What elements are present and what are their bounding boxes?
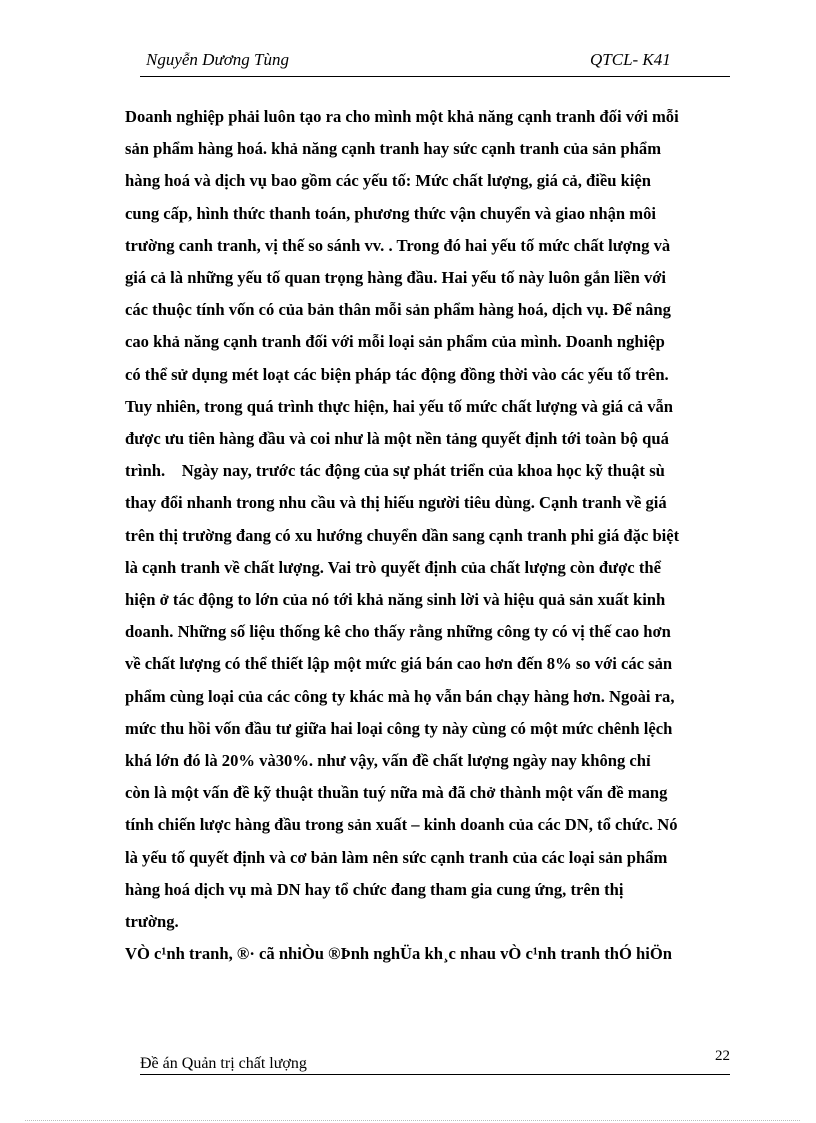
body-line: phẩm cùng loại của các công ty khác mà họ vẫn bán chạy hàng hơn. Ngoài ra, (125, 686, 675, 706)
page-header (140, 49, 730, 77)
body-line: Tuy nhiên, trong quá trình thực hiện, hai yếu tố mức chất lượng và giá cả vẫn (125, 396, 674, 416)
body-line: doanh. Những số liệu thống kê cho thấy rằng những công ty có vị thế cao hơn (125, 622, 671, 642)
body-line: có thể sử dụng mét loạt các biện pháp tác động đồng thời vào các yếu tố trên. (125, 364, 669, 384)
body-line: là yếu tố quyết định và cơ bản làm nên sức cạnh tranh của các loại sản phẩm (125, 847, 668, 867)
body-paragraph (125, 101, 765, 970)
body-line: thay đổi nhanh trong nhu cầu và thị hiếu người tiêu dùng. Cạnh tranh về giá (125, 493, 667, 513)
body-line: VÒ c¹nh tranh, ®· cã nhiÒu ®Þnh nghÜa kh¸c nhau vÒ c¹nh tranh thÓ hiÖn (125, 944, 672, 964)
body-line: mức thu hồi vốn đầu tư giữa hai loại công ty này cùng có một mức chênh lệch (125, 718, 673, 738)
header-author: Nguyễn Dương Tùng (146, 50, 290, 69)
body-line: hàng hoá dịch vụ mà DN hay tổ chức đang tham gia cung ứng, trên thị (125, 879, 624, 899)
header-class-code: QTCL- K41 (590, 50, 671, 69)
body-line: sản phẩm hàng hoá. khả năng cạnh tranh hay sức cạnh tranh của sản phẩm (125, 139, 662, 159)
body-line: Doanh nghiệp phải luôn tạo ra cho mình một khả năng cạnh tranh đối với mỗi (125, 107, 679, 126)
body-line: được ưu tiên hàng đầu và coi như là một nền tảng quyết định tới toàn bộ quá (125, 429, 669, 449)
body-line: trường. (125, 912, 179, 932)
body-line: còn là một vấn đề kỹ thuật thuần tuý nữa mà đã chở thành một vấn đề mang (125, 783, 668, 803)
footer-title: Đề án Quản trị chất lượng (140, 1055, 307, 1072)
body-line: tính chiến lược hàng đầu trong sản xuất – kinh doanh của các DN, tổ chức. Nó (125, 815, 678, 835)
body-line: về chất lượng có thể thiết lập một mức giá bán cao hơn đến 8% so với các sản (125, 654, 673, 674)
page-footer (140, 1048, 730, 1075)
body-line: hiện ở tác động to lớn của nó tới khả năng sinh lời và hiệu quả sản xuất kinh (125, 590, 666, 610)
page-number: 22 (715, 1048, 730, 1064)
body-line: khá lớn đó là 20% và30%. như vậy, vấn đề chất lượng ngày nay không chỉ (125, 751, 651, 771)
body-line: hàng hoá và dịch vụ bao gồm các yếu tố: Mức chất lượng, giá cả, điều kiện (125, 171, 652, 191)
page-boundary-divider (25, 1120, 800, 1121)
body-line: giá cả là những yếu tố quan trọng hàng đầu. Hai yếu tố này luôn gắn liền với (125, 268, 667, 288)
body-line: là cạnh tranh về chất lượng. Vai trò quyết định của chất lượng còn được thể (125, 557, 661, 577)
body-line: cao khả năng cạnh tranh đối với mỗi loại sản phẩm của mình. Doanh nghiệp (125, 332, 665, 352)
body-line: trường canh tranh, vị thế so sánh vv. . Trong đó hai yếu tố mức chất lượng và (125, 235, 671, 255)
body-line: các thuộc tính vốn có của bản thân mỗi sản phẩm hàng hoá, dịch vụ. Để nâng (125, 300, 671, 320)
body-line: cung cấp, hình thức thanh toán, phương thức vận chuyển và giao nhận môi (125, 203, 657, 223)
body-line: trình. Ngày nay, trước tác động của sự phát triển của khoa học kỹ thuật sù (125, 461, 665, 481)
body-line: trên thị trường đang có xu hướng chuyển dần sang cạnh tranh phi giá đặc biệt (125, 525, 680, 545)
